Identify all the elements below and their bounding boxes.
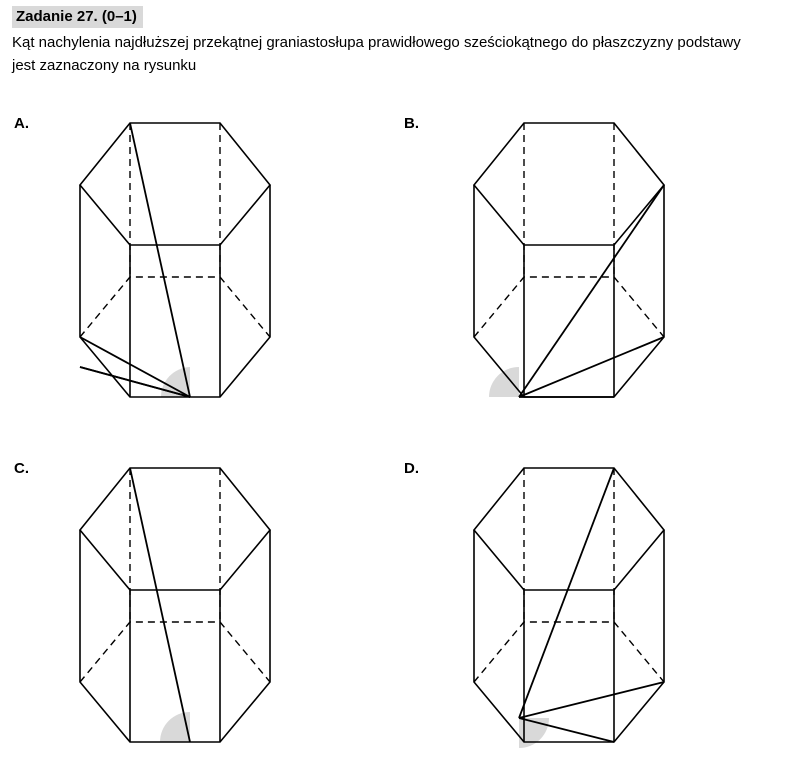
option-b-label: B. bbox=[404, 115, 419, 132]
option-a-figure bbox=[30, 115, 290, 405]
option-d-figure bbox=[424, 460, 684, 750]
option-b-figure bbox=[424, 115, 684, 405]
option-c-label: C. bbox=[14, 460, 29, 477]
option-c-figure bbox=[30, 460, 290, 750]
option-a-label: A. bbox=[14, 115, 29, 132]
task-text: Kąt nachylenia najdłuższej przekątnej graniastosłupa prawidłowego sześciokątnego do płaszczyzny podstawy jest zaznaczony na rysunku bbox=[12, 34, 741, 74]
task-header: Zadanie 27. (0–1) bbox=[12, 6, 143, 28]
option-d-label: D. bbox=[404, 460, 419, 477]
